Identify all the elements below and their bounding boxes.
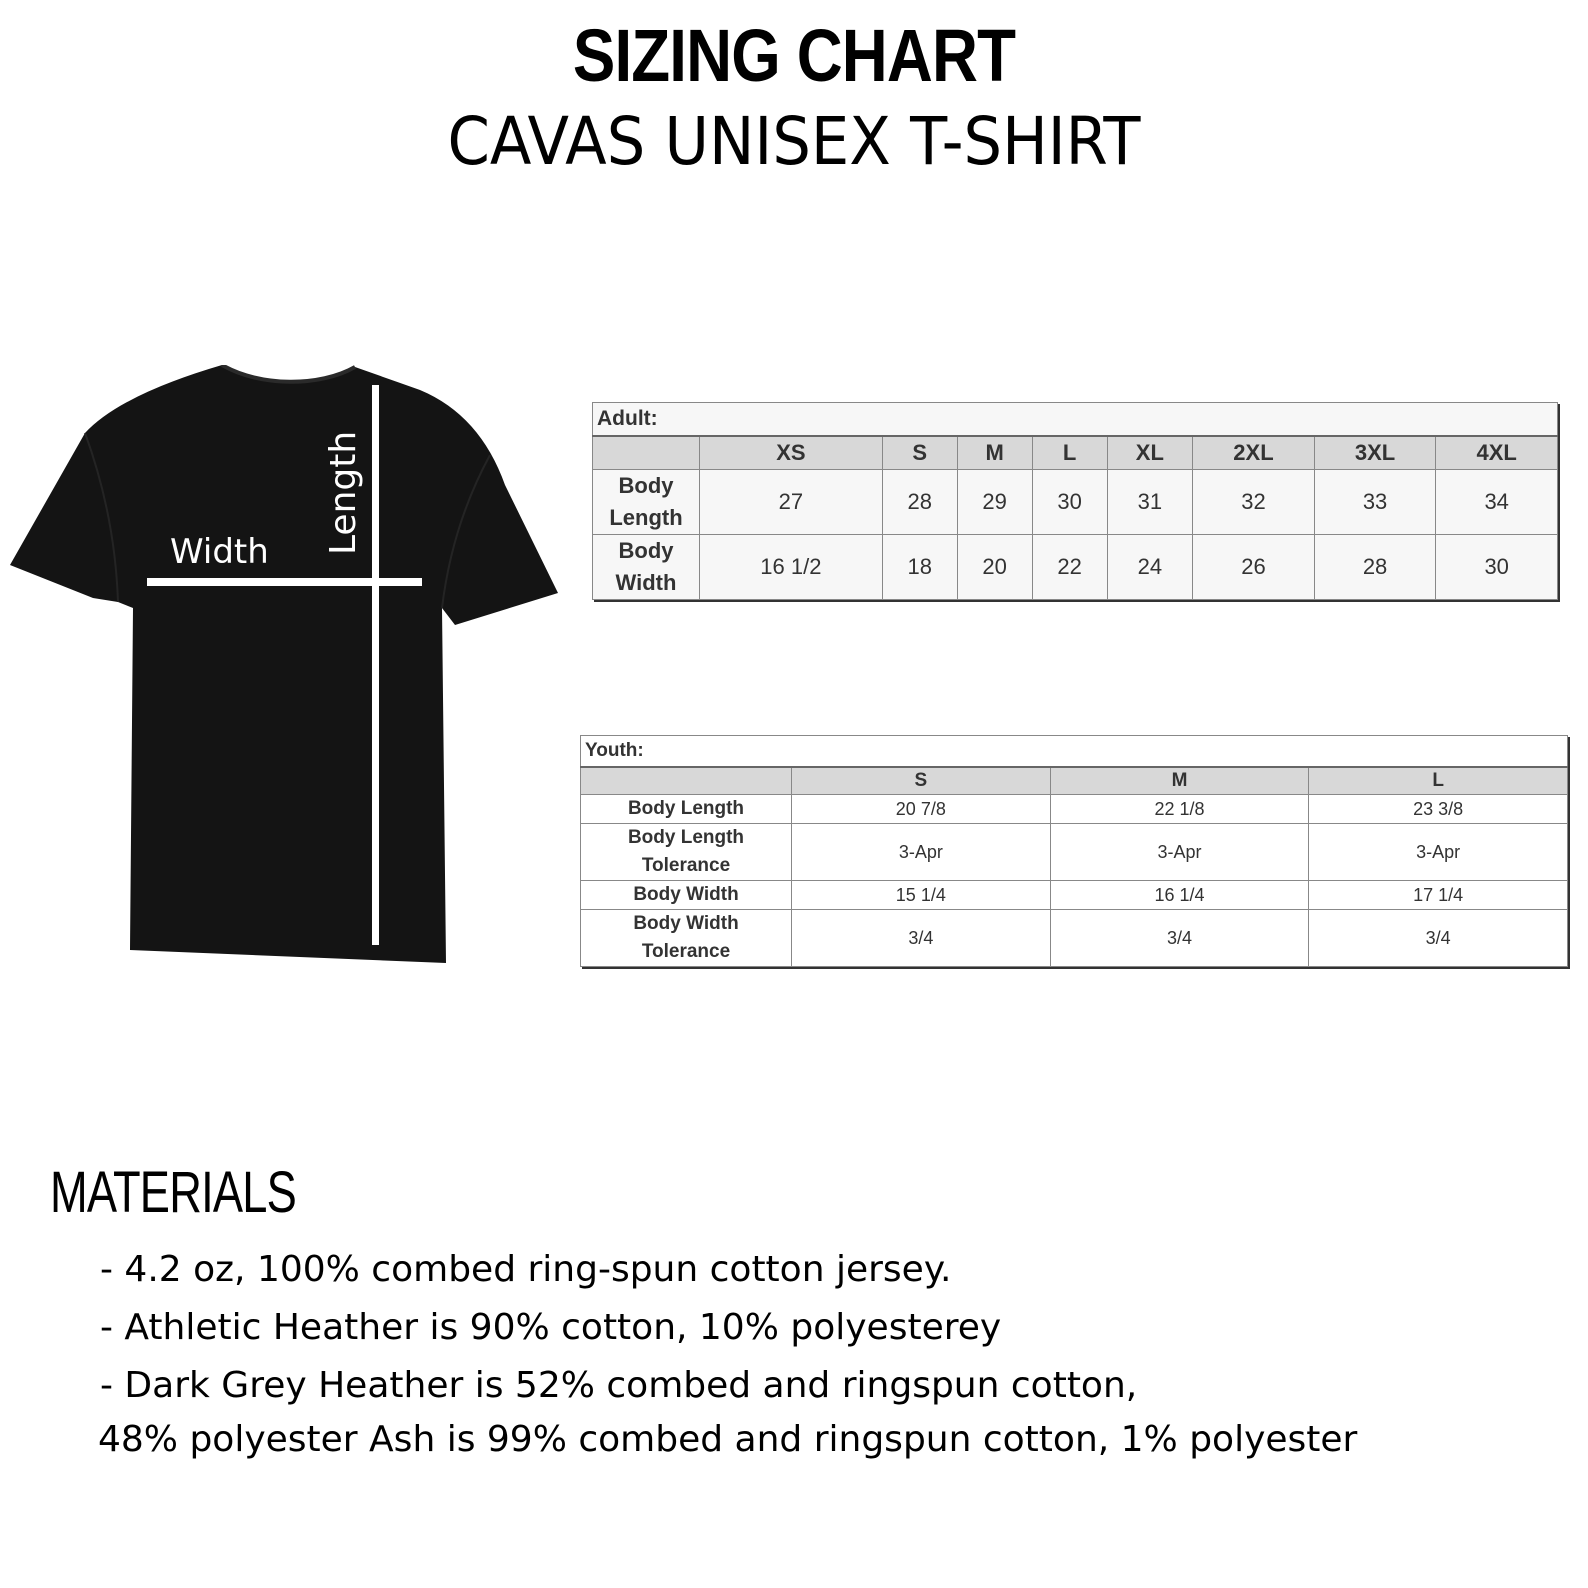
table-cell: 22 1/8 <box>1050 795 1309 824</box>
materials-line: 48% polyester Ash is 99% combed and ringspun cotton, 1% polyester <box>98 1419 1358 1460</box>
table-cell: 33 <box>1314 470 1436 535</box>
table-cell: 16 1/2 <box>700 535 883 600</box>
table-cell: 28 <box>882 470 957 535</box>
adult-header-row <box>593 436 1558 470</box>
adult-size-header: 4XL <box>1436 436 1558 470</box>
table-cell: 31 <box>1107 470 1193 535</box>
table-cell: 28 <box>1314 535 1436 600</box>
table-cell: 3-Apr <box>792 824 1051 881</box>
page-subtitle: CAVAS UNISEX T-SHIRT <box>447 103 1141 180</box>
table-cell: 23 3/8 <box>1309 795 1568 824</box>
adult-size-table <box>592 402 1558 600</box>
table-cell: 29 <box>957 470 1032 535</box>
table-cell: 3/4 <box>792 910 1051 967</box>
youth-size-header: L <box>1309 767 1568 795</box>
row-label: Body Length <box>581 795 792 824</box>
table-cell: 3-Apr <box>1050 824 1309 881</box>
table-cell: 22 <box>1032 535 1107 600</box>
row-label: Body Length Tolerance <box>581 824 792 881</box>
youth-header-row <box>581 767 1568 795</box>
materials-line: - Dark Grey Heather is 52% combed and ringspun cotton, <box>100 1365 1138 1406</box>
table-row <box>581 910 1568 967</box>
adult-header-corner <box>593 436 700 470</box>
youth-size-header: S <box>792 767 1051 795</box>
table-row <box>593 535 1558 600</box>
adult-size-header: S <box>882 436 957 470</box>
materials-heading: MATERIALS <box>50 1160 297 1225</box>
table-row <box>581 795 1568 824</box>
table-cell: 15 1/4 <box>792 881 1051 910</box>
table-cell: 18 <box>882 535 957 600</box>
table-cell: 32 <box>1193 470 1315 535</box>
table-row <box>593 470 1558 535</box>
length-line <box>372 385 379 945</box>
youth-size-table <box>580 735 1568 967</box>
youth-size-header: M <box>1050 767 1309 795</box>
table-cell: 17 1/4 <box>1309 881 1568 910</box>
row-label: Body Length <box>593 470 700 535</box>
adult-size-header: XS <box>700 436 883 470</box>
table-cell: 24 <box>1107 535 1193 600</box>
youth-section-label: Youth: <box>581 736 1568 768</box>
width-label: Width <box>170 532 269 572</box>
adult-size-header: M <box>957 436 1032 470</box>
width-line <box>147 578 422 586</box>
table-cell: 3-Apr <box>1309 824 1568 881</box>
table-row <box>581 881 1568 910</box>
length-label: Length <box>323 430 364 555</box>
table-row <box>581 824 1568 881</box>
table-cell: 20 7/8 <box>792 795 1051 824</box>
tshirt-diagram <box>10 365 570 985</box>
table-cell: 3/4 <box>1309 910 1568 967</box>
table-cell: 34 <box>1436 470 1558 535</box>
table-cell: 30 <box>1032 470 1107 535</box>
adult-size-header: L <box>1032 436 1107 470</box>
table-cell: 27 <box>700 470 883 535</box>
adult-section-label: Adult: <box>593 403 1558 437</box>
adult-size-header: 2XL <box>1193 436 1315 470</box>
youth-header-corner <box>581 767 792 795</box>
table-cell: 16 1/4 <box>1050 881 1309 910</box>
row-label: Body Width <box>581 881 792 910</box>
row-label: Body Width Tolerance <box>581 910 792 967</box>
table-cell: 26 <box>1193 535 1315 600</box>
materials-line: - 4.2 oz, 100% combed ring-spun cotton jersey. <box>100 1249 952 1290</box>
table-cell: 3/4 <box>1050 910 1309 967</box>
materials-line: - Athletic Heather is 90% cotton, 10% polyesterey <box>100 1307 1002 1348</box>
page-title: SIZING CHART <box>572 14 1016 97</box>
row-label: Body Width <box>593 535 700 600</box>
adult-size-header: 3XL <box>1314 436 1436 470</box>
table-cell: 30 <box>1436 535 1558 600</box>
table-cell: 20 <box>957 535 1032 600</box>
adult-size-header: XL <box>1107 436 1193 470</box>
